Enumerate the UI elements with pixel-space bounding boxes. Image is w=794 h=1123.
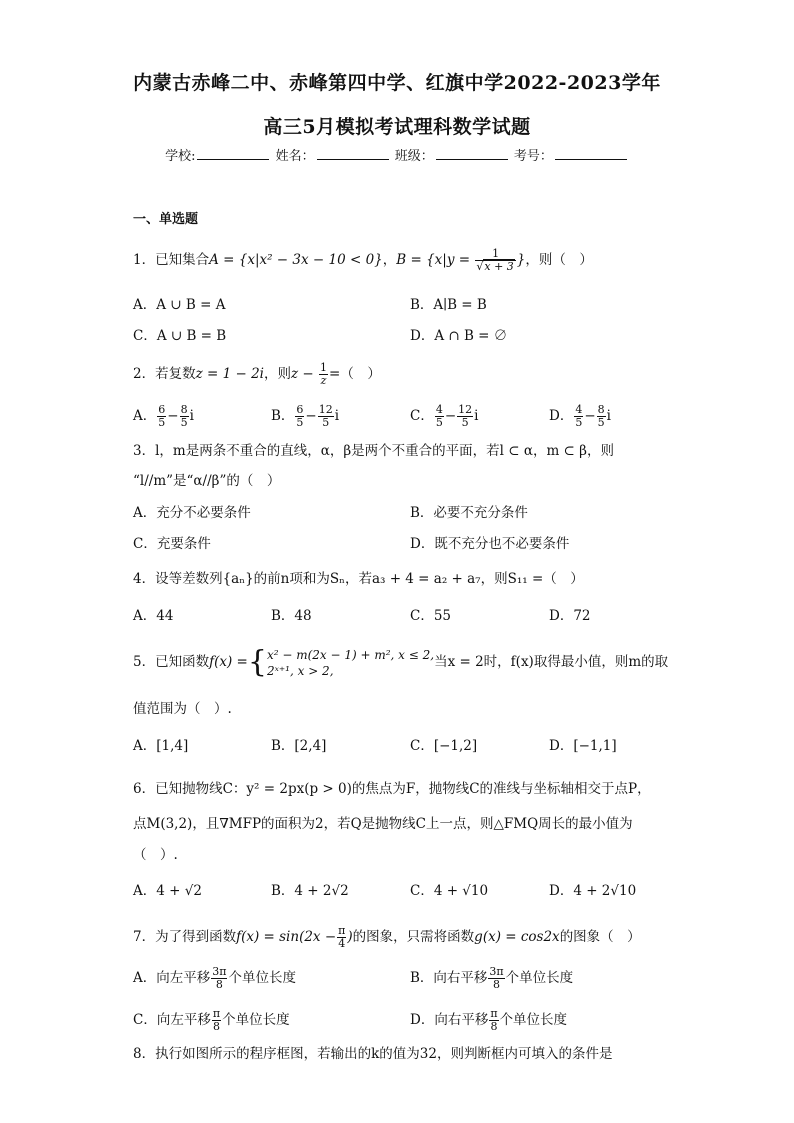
q7-pi-den: 4 <box>338 937 346 950</box>
q2-d-frac1 <box>574 404 583 429</box>
q4-option-a[interactable]: A．44 <box>133 608 174 624</box>
q2-fraction <box>319 362 328 387</box>
q2-b-frac2 <box>318 404 334 429</box>
q2-b-label: B． <box>271 408 295 424</box>
q2-c-n2: 12 <box>458 403 473 416</box>
q7-pi-frac <box>337 925 346 950</box>
q2-a-n2: 8 <box>180 403 188 416</box>
q1-option-c[interactable]: C．A ∪ B = B <box>133 328 227 344</box>
class-label: 班级： <box>394 149 434 164</box>
q7-a-frac <box>211 966 227 991</box>
q2-b-d2: 5 <box>322 416 330 429</box>
q2-a-d2: 5 <box>180 416 188 429</box>
name-label: 姓名： <box>275 149 315 164</box>
q7-text-mid: 的图象，只需将函数 <box>352 929 475 945</box>
student-info-row <box>0 145 794 164</box>
question-2-stem <box>133 362 381 387</box>
q2-text-mid: ，则 <box>264 366 291 382</box>
q2-text-end: =（ ） <box>329 366 381 382</box>
q7-c-den: 8 <box>212 1020 220 1033</box>
q7-a-pre: A．向左平移 <box>133 970 211 986</box>
question-4-stem: 4．设等差数列{aₙ}的前n项和为Sₙ，若a₃ + 4 = a₂ + a₇，则S₁₁ =（ ） <box>133 571 584 587</box>
question-3-line2: “l//m”是“α//β”的（ ） <box>133 473 281 489</box>
section-heading: 一、单选题 <box>133 212 199 227</box>
q2-d-n2: 8 <box>597 403 605 416</box>
q5-text: 5．已知函数 <box>133 654 210 670</box>
q2-d-d2: 5 <box>597 416 605 429</box>
q7-b-num: 3π <box>489 965 504 978</box>
q5-case2: 2ˣ⁺¹, x > 2, <box>266 663 334 678</box>
q2-d-frac2 <box>597 404 606 429</box>
q6-option-d[interactable]: D．4 + 2√10 <box>549 883 637 899</box>
q6-option-c[interactable]: C．4 + √10 <box>410 883 489 899</box>
q2-text: 2．若复数 <box>133 366 196 382</box>
q7-d-frac <box>489 1008 498 1033</box>
q2-z: z = 1 − 2i <box>195 366 264 382</box>
q2-d-tail: i <box>606 408 611 424</box>
q7-b-pre: B．向右平移 <box>410 970 488 986</box>
q7-a-den: 8 <box>215 978 223 991</box>
question-5-line2: 值范围为（ ）. <box>133 701 232 717</box>
q2-a-label: A． <box>133 408 157 424</box>
q6-option-b[interactable]: B．4 + 2√2 <box>271 883 349 899</box>
question-6-line3: （ ）. <box>133 847 178 863</box>
question-8-stem: 8．执行如图所示的程序框图，若输出的k的值为32，则判断框内可填入的条件是 <box>133 1046 613 1062</box>
q2-frac-num: 1 <box>320 361 328 374</box>
question-3-line1: 3．l，m是两条不重合的直线，α，β是两个不重合的平面，若l ⊂ α，m ⊂ β，则 <box>133 443 614 459</box>
q7-text-end: 的图象（ ） <box>559 929 641 945</box>
q7-c-pre: C．向左平移 <box>133 1012 211 1028</box>
q2-b-n2: 12 <box>318 403 333 416</box>
q7-option-b[interactable] <box>410 966 573 991</box>
q2-c-sign: − <box>444 408 457 424</box>
question-1-stem <box>133 248 593 273</box>
q7-option-a[interactable] <box>133 966 296 991</box>
q1-frac-den: √x + 3 <box>476 260 514 273</box>
q4-option-b[interactable]: B．48 <box>271 608 312 624</box>
q4-option-c[interactable]: C．55 <box>410 608 452 624</box>
q1-sep: ， <box>382 252 397 268</box>
q4-option-d[interactable]: D．72 <box>549 608 591 624</box>
q7-c-post: 个单位长度 <box>222 1012 290 1028</box>
q2-c-d1: 5 <box>435 416 443 429</box>
school-blank[interactable] <box>197 147 269 160</box>
q1-fraction <box>475 248 515 273</box>
q2-option-d[interactable] <box>549 404 611 429</box>
q2-b-n1: 6 <box>296 403 304 416</box>
q5-brace: { <box>247 644 267 680</box>
class-blank[interactable] <box>436 147 508 160</box>
q7-b-den: 8 <box>493 978 501 991</box>
q7-a-num: 3π <box>212 965 227 978</box>
q2-d-d1: 5 <box>575 416 583 429</box>
q3-option-b[interactable]: B．必要不充分条件 <box>410 505 528 521</box>
q7-option-c[interactable] <box>133 1008 290 1033</box>
q7-pi-num: π <box>338 924 346 937</box>
q5-text-end: 当x = 2时，f(x)取得最小值，则m的取 <box>434 654 669 670</box>
q7-d-den: 8 <box>490 1020 498 1033</box>
q2-c-label: C． <box>410 408 434 424</box>
q5-f: f(x) = <box>209 654 248 670</box>
q7-text: 7．为了得到函数 <box>133 929 237 945</box>
q3-option-a[interactable]: A．充分不必要条件 <box>133 505 251 521</box>
q1-option-b[interactable]: B．A∣B = B <box>410 297 487 313</box>
q7-c-num: π <box>212 1007 221 1020</box>
q2-frac-den: z <box>320 374 327 387</box>
q5-cases <box>267 647 434 679</box>
q3-option-c[interactable]: C．充要条件 <box>133 536 211 552</box>
q5-option-a[interactable]: A．[1,4] <box>133 738 189 754</box>
q5-option-c[interactable]: C．[−1,2] <box>410 738 478 754</box>
q3-option-d[interactable]: D．既不充分也不必要条件 <box>410 536 570 552</box>
exam-title-line1: 内蒙古赤峰二中、赤峰第四中学、红旗中学2022-2023学年 <box>133 72 661 94</box>
q1-option-d[interactable]: D．A ∩ B = ∅ <box>410 328 508 344</box>
q1-set-a: A = {x|x² − 3x − 10 < 0} <box>209 252 383 268</box>
q6-option-a[interactable]: A．4 + √2 <box>133 883 202 899</box>
q2-d-n1: 4 <box>575 403 583 416</box>
q2-b-d1: 5 <box>296 416 304 429</box>
q7-d-pre: D．向右平移 <box>410 1012 489 1028</box>
exam-number-blank[interactable] <box>555 147 627 160</box>
q2-a-frac1 <box>157 404 166 429</box>
q2-c-n1: 4 <box>435 403 443 416</box>
q2-d-label: D． <box>549 408 574 424</box>
exam-title-line2: 高三5月模拟考试理科数学试题 <box>263 116 531 138</box>
q7-a-post: 个单位长度 <box>228 970 296 986</box>
q7-f-pre: f(x) = sin(2x − <box>236 929 337 945</box>
q2-option-b[interactable] <box>271 404 339 429</box>
q7-d-post: 个单位长度 <box>499 1012 568 1028</box>
q7-b-post: 个单位长度 <box>505 970 574 986</box>
question-6-line1: 6．已知抛物线C：y² = 2px(p > 0)的焦点为F，抛物线C的准线与坐标轴相交于点P， <box>133 781 651 797</box>
q7-c-frac <box>212 1008 221 1033</box>
q7-d-num: π <box>490 1007 498 1020</box>
q1-text: 1．已知集合 <box>133 252 210 268</box>
q2-expr: z − <box>291 366 314 382</box>
q5-option-b[interactable]: B．[2,4] <box>271 738 327 754</box>
q7-g: g(x) = cos2x <box>474 929 560 945</box>
question-7-stem <box>133 925 641 950</box>
q2-option-c[interactable] <box>410 404 478 429</box>
q2-a-sign: − <box>167 408 179 424</box>
q2-b-tail: i <box>334 408 340 424</box>
exam-number-label: 考号： <box>513 149 553 164</box>
q5-case1: x² − m(2x − 1) + m², x ≤ 2, <box>266 647 435 662</box>
q1-set-b-pre: B = {x|y = <box>396 252 471 268</box>
q2-b-sign: − <box>305 408 317 424</box>
q2-c-d2: 5 <box>461 416 469 429</box>
q1-set-b-post: } <box>516 252 526 268</box>
q2-b-frac1 <box>295 404 304 429</box>
q1-option-a[interactable]: A．A ∪ B = A <box>133 297 226 313</box>
q2-c-tail: i <box>474 408 479 424</box>
name-blank[interactable] <box>317 147 389 160</box>
q1-text-end: ，则（ ） <box>525 252 593 268</box>
q7-f-post: ) <box>347 929 353 945</box>
question-5-stem <box>133 645 668 679</box>
q2-c-frac1 <box>435 404 444 429</box>
q2-a-tail: i <box>189 408 194 424</box>
question-6-line2: 点M(3,2)，且∇MFP的面积为2，若Q是抛物线C上一点，则△FMQ周长的最小值为 <box>133 816 633 832</box>
school-label: 学校: <box>165 149 196 164</box>
q2-a-n1: 6 <box>158 403 166 416</box>
q7-b-frac <box>488 966 504 991</box>
q2-d-sign: − <box>584 408 596 424</box>
q7-option-d[interactable] <box>410 1008 567 1033</box>
q5-option-d[interactable]: D．[−1,1] <box>549 738 617 754</box>
q2-a-d1: 5 <box>158 416 166 429</box>
q1-sqrt-content: x + 3 <box>484 260 514 273</box>
q2-c-frac2 <box>457 404 473 429</box>
q1-frac-num: 1 <box>475 248 515 261</box>
q2-a-frac2 <box>180 404 189 429</box>
q2-option-a[interactable] <box>133 404 194 429</box>
